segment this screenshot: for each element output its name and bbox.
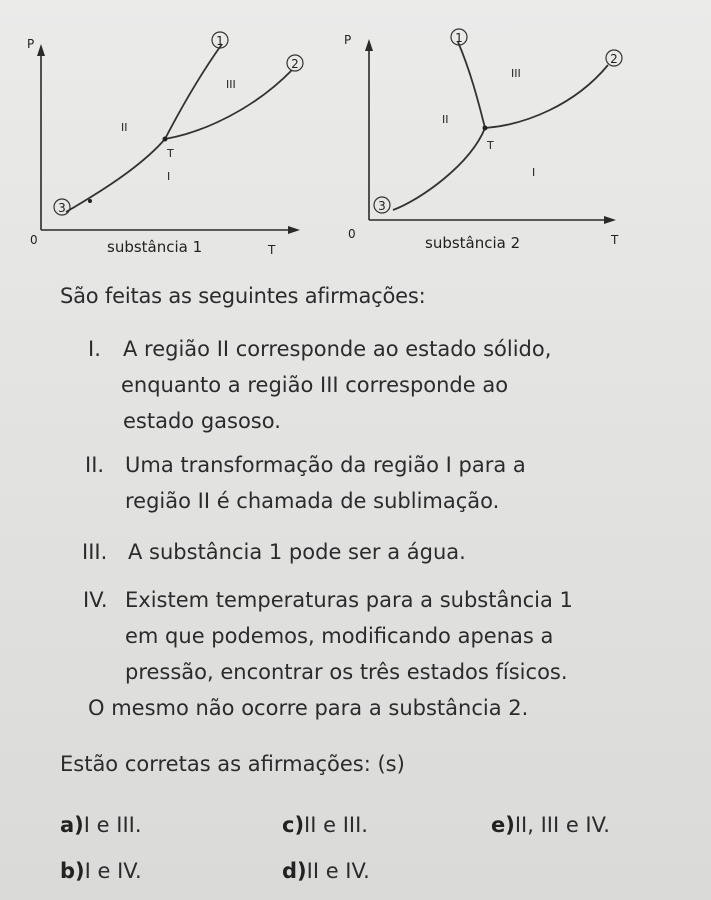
marker-1: 1 xyxy=(216,34,224,48)
y-axis-arrow xyxy=(37,44,45,56)
option-e[interactable] xyxy=(491,813,610,837)
option-letter: a) xyxy=(60,813,84,837)
y-axis-arrow xyxy=(365,39,373,51)
vaporization-curve xyxy=(485,65,608,128)
option-text: II, III e IV. xyxy=(514,813,610,837)
statement-line: O mesmo não ocorre para a substância 2. xyxy=(88,696,529,720)
diagram-caption: substância 1 xyxy=(107,238,203,256)
question-text: Estão corretas as afirmações: (s) xyxy=(60,752,405,776)
statement-line: em que podemos, modificando apenas a xyxy=(125,624,554,648)
option-a[interactable] xyxy=(60,813,142,837)
marker-2: 2 xyxy=(291,57,299,71)
option-b[interactable] xyxy=(60,859,142,883)
triple-point-dot xyxy=(163,137,168,142)
origin-label: 0 xyxy=(348,227,356,241)
statement-line: Existem temperaturas para a substância 1 xyxy=(125,588,573,612)
statement-text xyxy=(88,534,656,570)
statement-number: IV. xyxy=(83,588,108,612)
statement-2 xyxy=(85,447,656,519)
phase-diagram-substance-1 xyxy=(0,0,345,275)
region-II: II xyxy=(442,113,449,126)
option-letter: c) xyxy=(282,813,305,837)
statement-line: enquanto a região III corresponde ao xyxy=(121,373,509,397)
triple-point-dot xyxy=(483,126,488,131)
marker-2: 2 xyxy=(610,52,618,66)
x-axis-label: T xyxy=(611,233,619,247)
x-axis-arrow xyxy=(604,216,616,224)
y-axis-label: P xyxy=(344,33,352,47)
statement-line: A região II corresponde ao estado sólido, xyxy=(123,337,552,361)
statement-4 xyxy=(83,582,656,726)
option-letter: e) xyxy=(491,813,515,837)
option-c[interactable] xyxy=(282,813,368,837)
option-text: II e III. xyxy=(304,813,368,837)
statement-line: A substância 1 pode ser a água. xyxy=(128,540,466,564)
y-axis-label: P xyxy=(27,37,35,51)
region-III: III xyxy=(226,78,236,91)
origin-label: 0 xyxy=(30,233,38,247)
statement-line: pressão, encontrar os três estados físicos. xyxy=(125,660,568,684)
start-dot xyxy=(88,199,92,203)
statement-text xyxy=(88,331,656,439)
phase-diagram-substance-2 xyxy=(320,0,711,275)
option-letter: b) xyxy=(60,859,85,883)
statement-number: III. xyxy=(82,540,108,564)
sublimation-curve xyxy=(66,139,165,212)
option-d[interactable] xyxy=(282,859,370,883)
region-I: I xyxy=(532,166,536,179)
intro-text: São feitas as seguintes afirmações: xyxy=(60,284,426,308)
sublimation-curve xyxy=(393,128,485,210)
x-axis-arrow xyxy=(288,226,300,234)
statement-text xyxy=(88,582,656,726)
x-axis-label: T xyxy=(268,243,276,257)
statement-line: estado gasoso. xyxy=(123,409,281,433)
triple-point-label: T xyxy=(167,147,174,160)
option-text: II e IV. xyxy=(306,859,370,883)
marker-3: 3 xyxy=(378,199,386,213)
option-text: I e IV. xyxy=(84,859,142,883)
marker-3: 3 xyxy=(58,201,66,215)
region-III: III xyxy=(511,67,521,80)
statement-text xyxy=(88,447,656,519)
statement-3 xyxy=(82,534,656,570)
triple-point-label: T xyxy=(487,139,494,152)
statement-line: Uma transformação da região I para a xyxy=(125,453,526,477)
statement-1 xyxy=(88,331,656,439)
region-II: II xyxy=(121,121,128,134)
statement-line: região II é chamada de sublimação. xyxy=(125,489,500,513)
option-text: I e III. xyxy=(83,813,142,837)
region-I: I xyxy=(167,170,171,183)
diagram-caption: substância 2 xyxy=(425,234,521,252)
statement-number: II. xyxy=(85,453,105,477)
fusion-curve xyxy=(458,42,485,128)
marker-1: 1 xyxy=(455,31,463,45)
statement-number: I. xyxy=(88,337,101,361)
option-letter: d) xyxy=(282,859,307,883)
